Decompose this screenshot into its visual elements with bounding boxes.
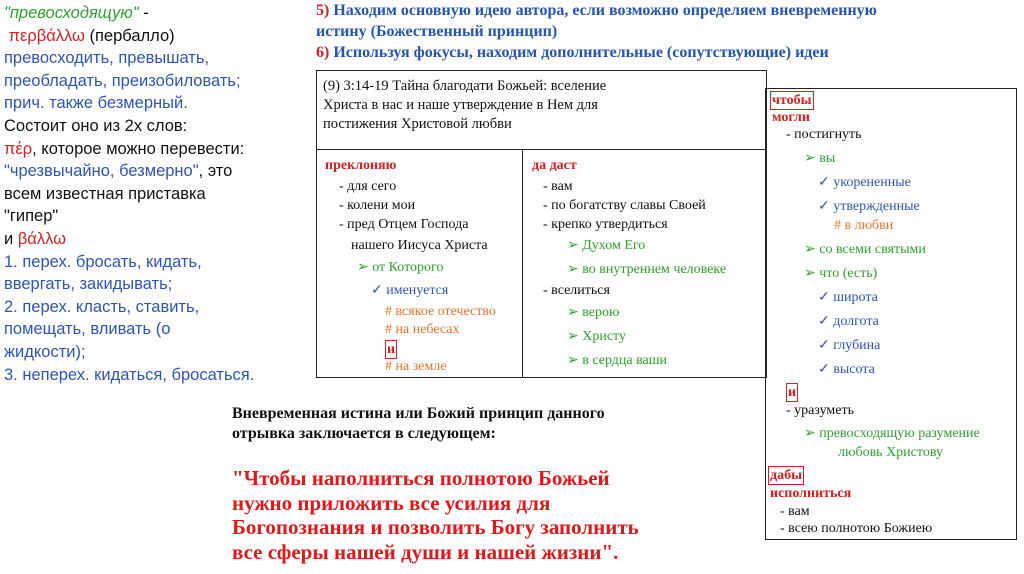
outline-item: - для сего [339,179,397,194]
outline-item: - колени мои [339,198,416,213]
outline-head: преклоняю [325,158,397,173]
greek-word: πέρ [4,139,33,158]
word-study-line: "чрезвычайно, безмерно", это [4,162,233,181]
word-study-line: всем известная приставка [4,184,206,203]
outline-item: ➢ верою [567,305,620,320]
outline-head: дабы [770,468,803,483]
outline-item: # на земле [385,359,447,374]
step-6: 6) Используя фокусы, находим дополнительные (сопутствующие) идеи [316,44,829,61]
outline-head: исполниться [770,486,852,501]
outline-item: любовь Христову [838,445,943,460]
outline-item: ✓ утвержденные [818,199,920,214]
steps-heading [316,0,1016,63]
table-column-divider [522,149,523,377]
outline-item: ➢ что (есть) [804,266,878,281]
outline-item: # на небесах [385,322,460,337]
timeless-truth-quote: "Чтобы наполниться полнотою Божьей нужно приложить все усилия для Богопознания и позволить Богу заполнить все сферы нашей души и нашей жизни". [232,466,639,564]
step-5-continued: истину (Божественный принцип) [316,23,558,40]
passage-title: (9) 3:14-19 Тайна благодати Божьей: вселение Христа в нас и наше утверждение в Нем для постижения Христовой любви [323,78,607,132]
outline-head: да даст [532,158,577,173]
outline-conjunction: и [788,385,797,400]
outline-item: ✓ глубина [818,338,881,353]
outline-item: - постигнуть [786,127,862,142]
outline-item: ✓ высота [818,362,875,377]
outline-item: ✓ широта [818,290,878,305]
word-study-line: ввергать, закидывать; [4,275,173,294]
outline-item: ✓ именуется [371,283,449,298]
quoted-word: "превосходящую" [4,4,139,22]
word-study-line: прич. также безмерный. [4,94,188,113]
outline-item: - всею полнотою Божиею [780,521,933,536]
word-study-line: περβάλλω (пербалло) [8,26,175,45]
outline-item: ➢ превосходящую разумение [804,426,980,441]
passage-outline-table [316,70,767,378]
outline-item: ✓ долгота [818,314,879,329]
outline-head: могли [772,110,810,125]
outline-item: - уразуметь [786,403,855,418]
outline-item: ➢ Христу [567,329,626,344]
word-study-line: "превосходящую" - [4,4,149,22]
outline-item: ➢ во внутреннем человеке [567,262,727,277]
outline-item: - вселиться [543,283,610,298]
word-study-line: 3. неперех. кидаться, бросаться. [4,365,255,384]
outline-item: - вам [543,179,573,194]
outline-item: ➢ вы [804,151,836,166]
outline-item: - вам [780,504,810,519]
outline-item: ➢ со всеми святыми [804,242,926,257]
word-study-line: превосходить, превышать, [4,49,210,68]
outline-item: # всякое отечество [385,304,496,319]
greek-word: περβάλλω [8,26,85,45]
table-divider [317,149,766,150]
word-study-line: 1. перех. бросать, кидать, [4,252,202,271]
outline-item: - пред Отцем Господа [339,217,469,232]
greek-word: βάλλω [17,229,66,248]
outline-head: чтобы [772,93,812,108]
word-study-line: преобладать, преизобиловать; [4,71,241,90]
outline-item: ✓ укорененные [818,175,911,190]
outline-item: - по богатству славы Своей [543,198,706,213]
word-study-line: Состоит оно из 2х слов: [4,116,188,135]
word-study-line: "гипер" [4,207,59,226]
purpose-outline-box [765,88,1017,540]
outline-item: - крепко утвердиться [543,217,668,232]
outline-item: нашего Иисуса Христа [351,238,488,253]
word-study-column [4,2,306,386]
outline-conjunction: и [387,342,396,357]
outline-item: ➢ Духом Его [567,238,646,253]
outline-item: ➢ от Которого [357,260,444,275]
outline-item: # в любви [834,218,894,233]
word-study-line: жидкости); [4,342,86,361]
word-study-line: 2. перех. класть, ставить, [4,297,200,316]
word-study-line: и βάλλω [4,229,66,248]
timeless-truth-intro: Вневременная истина или Божий принцип данного отрывка заключается в следующем: [232,405,605,442]
word-study-line: πέρ, которое можно перевести: [4,139,245,158]
outline-item: ➢ в сердца ваши [567,353,667,368]
step-5: 5) Находим основную идею автора, если возможно определяем вневременную [316,2,877,19]
word-study-line: помещать, вливать (о [4,320,171,339]
